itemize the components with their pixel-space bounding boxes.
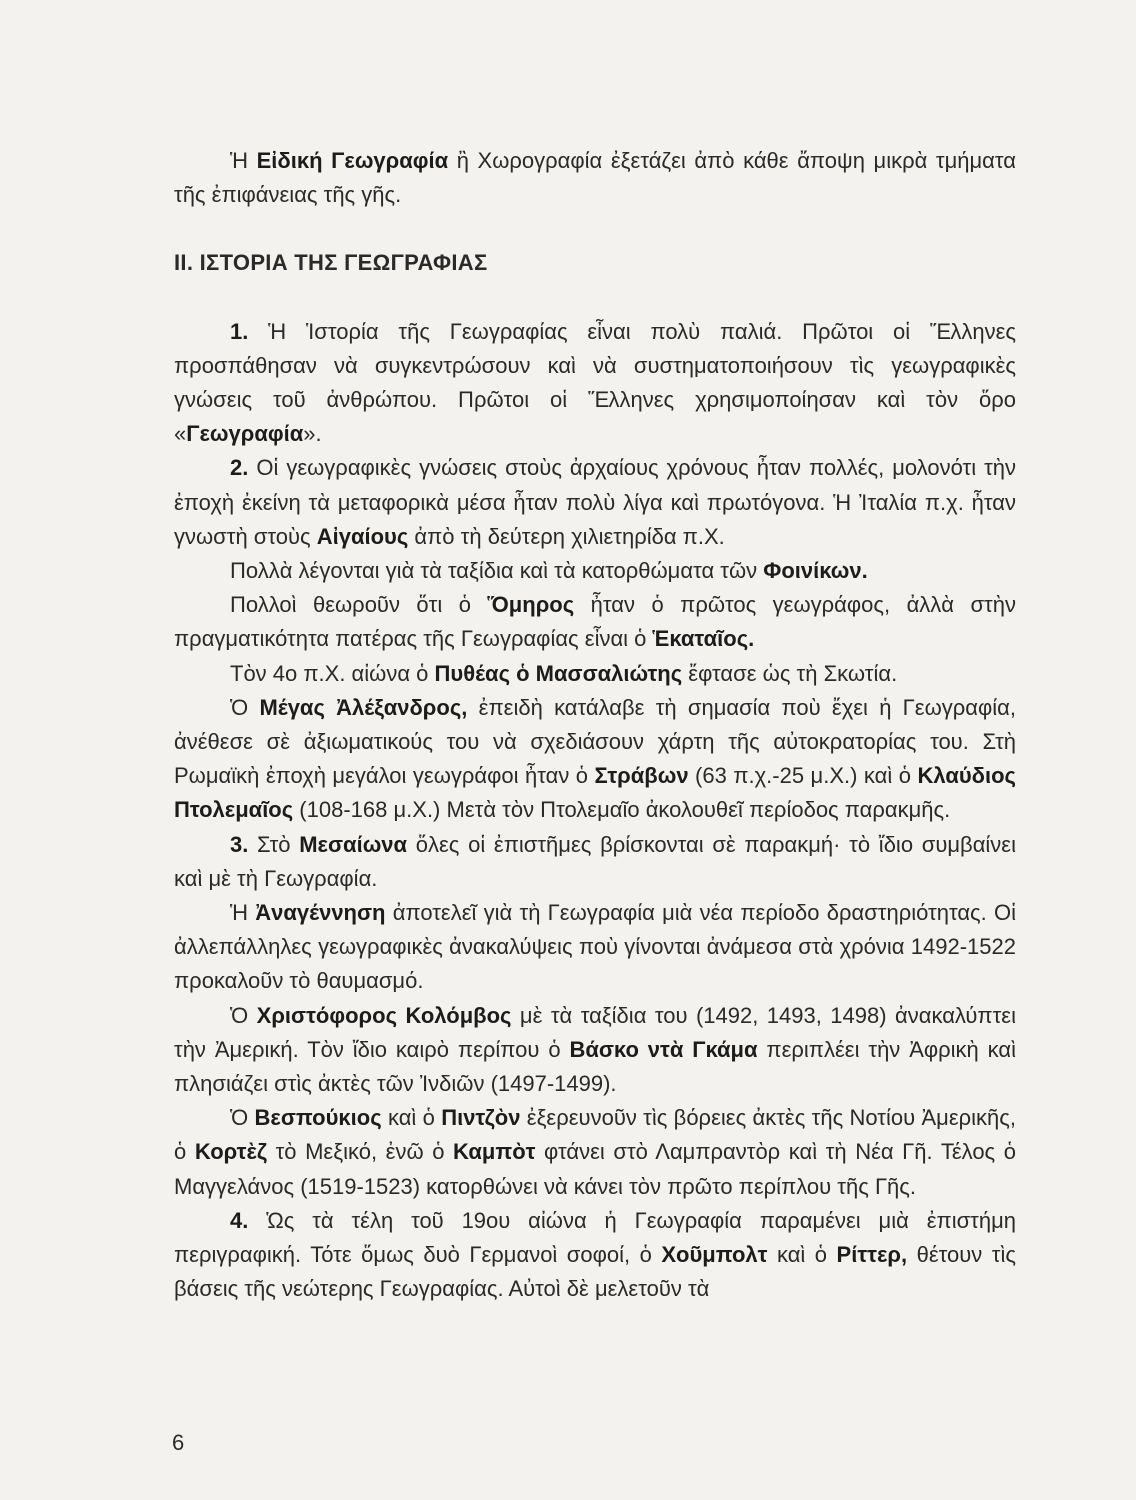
text-run: Ἡ Ἱστορία τῆς Γεωγραφίας εἶναι πολὺ παλιά. Πρῶτοι οἱ Ἕλληνες προσπάθησαν νὰ συγκεντρώσουν καὶ νὰ συστηματοποιήσουν τὶς γεωγραφικὲς γνώσεις τοῦ ἀνθρώπου. Πρῶτοι οἱ Ἕλληνες χρησιμοποίησαν καὶ τὸν ὅρο « — [174, 318, 1016, 447]
bold-term: 2. — [230, 455, 249, 481]
text-run: ἔφτασε ὡς τὴ Σκωτία. — [682, 660, 898, 686]
text-run: Ὁ — [230, 1105, 255, 1131]
bold-term: 3. — [230, 831, 249, 857]
bold-term: Πιντζὸν — [441, 1105, 521, 1131]
text-run: Ὡς τὰ τέλη τοῦ 19ου αἰώνα ἡ Γεωγραφία παραμένει μιὰ ἐπιστήμη περιγραφική. Τότε ὅμως δυὸ Γερμανοὶ σοφοί, ὁ — [174, 1207, 1016, 1268]
bold-term: Χοῦμπολτ — [661, 1242, 768, 1268]
paragraph-3-middle-ages — [174, 828, 1016, 896]
paragraph-2-ancient — [174, 451, 1016, 554]
bold-term: 1. — [230, 318, 249, 344]
text-run: ». — [303, 421, 322, 447]
paragraph-special-geography — [174, 144, 1016, 212]
bold-term: Πυθέας ὁ Μασσαλιώτης — [434, 660, 683, 686]
bold-term: Βάσκο ντὰ Γκάμα — [569, 1036, 758, 1062]
text-run: Οἱ γεωγραφικὲς γνώσεις στοὺς ἀρχαίους χρόνους ἦταν πολλές, μολονότι τὴν ἐποχὴ ἐκείνη τὰ μεταφορικὰ μέσα ἦταν πολὺ λίγα καὶ πρωτόγονα. Ἡ Ἰταλία π.χ. ἦταν γνωστὴ στοὺς — [174, 455, 1016, 549]
text-run: (108-168 μ.Χ.) Μετὰ τὸν Πτολεμαῖο ἀκολουθεῖ περίοδος παρακμῆς. — [293, 797, 951, 823]
text-run: Ὁ — [230, 694, 260, 720]
text-run: Στὸ — [248, 831, 300, 857]
paragraph-phoenicians — [174, 554, 1016, 588]
bold-term: Χριστόφορος Κολόμβος — [256, 1002, 512, 1028]
text-run: φτάνει στὸ Λαμπραντὸρ καὶ τὴ Νέα Γῆ. Τέλος ὁ Μαγγελάνος (1519-1523) κατορθώνει νὰ κάνει τὸν πρῶτο περίπλου τῆς Γῆς. — [174, 1139, 1016, 1199]
text-run: μὲ τὰ ταξίδια του (1492, 1493, 1498) ἀνακαλύπτει τὴν Ἀμερική. Τὸν ἴδιο καιρὸ περίπου ὁ — [174, 1002, 1016, 1062]
paragraph-explorers — [174, 1101, 1016, 1204]
section-heading — [174, 246, 1016, 280]
text-run: Τὸν 4ο π.Χ. αἰώνα ὁ — [230, 660, 435, 686]
text-run: (63 π.χ.-25 μ.Χ.) καὶ ὁ — [688, 763, 918, 789]
bold-term: Ἑκαταῖος. — [652, 626, 755, 652]
bold-term: Ὅμηρος — [487, 592, 575, 618]
bold-term: Στράβων — [594, 763, 689, 789]
bold-term: Ρίττερ, — [836, 1242, 908, 1268]
bold-term: Ἀναγέννηση — [255, 900, 386, 926]
page-number: 6 — [172, 1430, 185, 1455]
text-run: καὶ ὁ — [767, 1242, 837, 1268]
text-run: ἐξερευνοῦν τὶς βόρειες ἀκτὲς τῆς Νοτίου Ἀμερικῆς, ὁ — [174, 1105, 1016, 1165]
bold-term: Μεσαίωνα — [299, 831, 408, 857]
text-run: Πολλὰ λέγονται γιὰ τὰ ταξίδια καὶ τὰ κατορθώματα τῶν — [230, 558, 764, 584]
text-run: ἀποτελεῖ γιὰ τὴ Γεωγραφία μιὰ νέα περίοδο δραστηριότητας. Οἱ ἀλλεπάλληλες γεωγραφικὲς ἀνακαλύψεις ποὺ γίνονται ἀνάμεσα στὰ χρόνια 1492-1522 προκαλοῦν τὸ θαυμασμό. — [174, 900, 1016, 994]
bold-term: Εἰδική Γεωγραφία — [256, 148, 449, 173]
text-run: Ἡ — [230, 900, 256, 926]
text-block — [174, 144, 1016, 1307]
text-run: τὸ Μεξικό, ἐνῶ ὁ — [267, 1139, 454, 1165]
text-run: περιπλέει τὴν Ἀφρικὴ καὶ πλησιάζει στὶς ἀκτὲς τῶν Ἰνδιῶν (1497-1499). — [174, 1036, 1017, 1097]
bold-term: Καμπὸτ — [453, 1139, 536, 1165]
bold-term: Αἰγαίους — [316, 523, 409, 549]
paragraph-homer — [174, 588, 1016, 656]
text-run: Ὁ — [230, 1002, 257, 1028]
text-run: ἐπειδὴ κατάλαβε τὴ σημασία ποὺ ἔχει ἡ Γεωγραφία, ἀνέθεσε σὲ ἀξιωματικούς του νὰ σχεδιάσουν χάρτη τῆς αὐτοκρατορίας του. Στὴ Ρωμαϊκὴ ἐποχὴ μεγάλοι γεωγράφοι ἦταν ὁ — [174, 694, 1016, 789]
paragraph-alexander — [174, 691, 1016, 828]
bold-term: Κλαύδιος Πτολεμαῖος — [174, 763, 1016, 823]
spacer — [174, 212, 1016, 246]
bold-term: Φοινίκων. — [763, 558, 868, 584]
paragraph-renaissance — [174, 896, 1016, 999]
text-run: ἀπὸ τὴ δεύτερη χιλιετηρίδα π.Χ. — [408, 523, 725, 549]
text-run: καὶ ὁ — [381, 1105, 442, 1131]
text-run: II. ΙΣΤΟΡΙΑ ΤΗΣ ΓΕΩΓΡΑΦΙΑΣ — [174, 250, 488, 276]
bold-term: 4. — [230, 1207, 249, 1233]
bold-term: Κορτὲζ — [194, 1139, 268, 1165]
spacer — [174, 281, 1016, 315]
paragraph-1-history — [174, 315, 1016, 452]
text-run: ὅλες οἱ ἐπιστῆμες βρίσκονται σὲ παρακμή· τὸ ἴδιο συμβαίνει καὶ μὲ τὴ Γεωγραφία. — [174, 831, 1016, 891]
paragraph-pytheas — [174, 657, 1016, 691]
text-run: Ἡ — [230, 148, 257, 173]
bold-term: Μέγας Ἀλέξανδρος, — [259, 694, 468, 720]
bold-term: Βεσπούκιος — [254, 1105, 382, 1131]
text-run: θέτουν τὶς βάσεις τῆς νεώτερης Γεωγραφίας. Αὐτοὶ δὲ μελετοῦν τὰ — [174, 1242, 1016, 1302]
text-run: ἢ Χωρογραφία ἐξετάζει ἀπὸ κάθε ἄποψη μικρὰ τμήματα τῆς ἐπιφάνειας τῆς γῆς. — [174, 148, 1016, 208]
bold-term: Γεωγραφία — [186, 421, 304, 447]
text-run: ἦταν ὁ πρῶτος γεωγράφος, ἀλλὰ στὴν πραγματικότητα πατέρας τῆς Γεωγραφίας εἶναι ὁ — [174, 592, 1016, 652]
paragraph-4-modern — [174, 1204, 1016, 1307]
paragraph-columbus — [174, 999, 1016, 1102]
text-run: Πολλοὶ θεωροῦν ὅτι ὁ — [230, 592, 488, 618]
